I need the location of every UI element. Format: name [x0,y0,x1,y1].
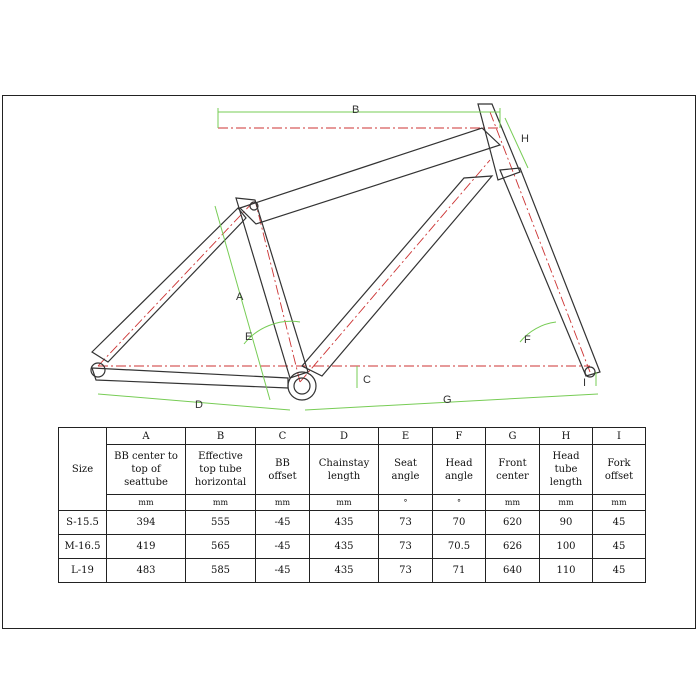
value-cell: -45 [256,559,310,583]
col-unit-g: mm [486,495,540,511]
size-cell: M-16.5 [59,535,107,559]
col-name-h-line2: tube [554,464,578,475]
size-cell: S-15.5 [59,511,107,535]
col-name-a [107,445,186,495]
col-unit-i: mm [593,495,646,511]
size-header: Size [59,428,107,511]
col-name-h [540,445,593,495]
value-cell: -45 [256,535,310,559]
seat-stay [92,208,246,362]
col-unit-f: ° [433,495,486,511]
table-row-units [59,495,646,511]
col-name-d-line2: length [327,470,361,482]
col-unit-c: mm [256,495,310,511]
label-g: G [443,394,452,406]
label-i: I [583,377,587,389]
label-c: C [363,374,371,386]
value-cell: 483 [107,559,186,583]
value-cell: 45 [593,511,646,535]
col-name-f [433,445,486,495]
col-unit-h: mm [540,495,593,511]
bottom-bracket [288,372,316,400]
dimension-e-arc [244,321,300,344]
value-cell: 640 [486,559,540,583]
fork [500,168,600,376]
dimension-d-line [98,394,290,410]
value-cell: 419 [107,535,186,559]
value-cell: 626 [486,535,540,559]
col-letter-h: H [540,428,593,445]
table-row-l [59,559,646,583]
col-name-g-line1: Front [498,457,527,469]
value-cell: -45 [256,511,310,535]
centerline-down-tube [300,160,490,382]
frame-outline [91,104,600,400]
value-cell: 100 [540,535,593,559]
label-a: A [236,291,244,303]
value-cell: 73 [379,559,433,583]
col-name-h-line1: Head [552,451,580,462]
col-name-d-line1: Chainstay [318,457,370,469]
value-cell: 90 [540,511,593,535]
col-letter-b: B [186,428,256,445]
table-row-s [59,511,646,535]
col-letter-e: E [379,428,433,445]
col-letter-c: C [256,428,310,445]
col-letter-a: A [107,428,186,445]
value-cell: 565 [186,535,256,559]
col-name-i-line1: Fork [607,457,631,469]
col-name-a-line3: seattube [124,477,168,488]
centerline-steering-axis [490,112,590,372]
dimension-a-line [215,206,270,400]
col-name-b-line1: Effective [198,451,243,462]
table-row-letters [59,428,646,445]
value-cell: 70.5 [433,535,486,559]
col-name-a-line2: top of [131,464,161,475]
col-letter-g: G [486,428,540,445]
col-name-g-line2: center [496,470,529,482]
col-name-f-line2: angle [445,470,473,482]
value-cell: 585 [186,559,256,583]
col-name-i [593,445,646,495]
value-cell: 555 [186,511,256,535]
label-f: F [524,334,531,346]
col-letter-d: D [310,428,379,445]
col-name-a-line1: BB center to [114,451,178,462]
col-name-g [486,445,540,495]
col-name-c-line2: offset [268,470,297,482]
col-letter-i: I [593,428,646,445]
value-cell: 70 [433,511,486,535]
value-cell: 435 [310,535,379,559]
col-letter-f: F [433,428,486,445]
table-row-m [59,535,646,559]
centerlines [98,112,590,382]
col-name-i-line2: offset [604,470,634,482]
col-unit-e: ° [379,495,433,511]
value-cell: 110 [540,559,593,583]
centerline-seat-stay [98,200,255,366]
label-h: H [521,133,529,145]
label-e: E [245,331,253,343]
seat-tube [236,198,308,378]
value-cell: 620 [486,511,540,535]
value-cell: 73 [379,535,433,559]
bottom-bracket-inner [294,378,310,394]
col-name-f-line1: Head [445,457,473,469]
col-name-e-line2: angle [391,470,420,482]
value-cell: 71 [433,559,486,583]
centerline-seat-tube [255,200,300,382]
table-row-names [59,445,646,495]
value-cell: 435 [310,511,379,535]
col-name-b-line3: horizontal [194,477,247,488]
label-d: D [195,399,203,411]
col-name-d [310,445,379,495]
col-name-b-line2: top tube [199,464,242,475]
geometry-table [58,427,646,583]
size-cell: L-19 [59,559,107,583]
col-name-c [256,445,310,495]
col-name-h-line3: length [549,477,583,488]
value-cell: 45 [593,559,646,583]
col-unit-a: mm [107,495,186,511]
dimension-lines [98,108,598,410]
top-tube [240,128,500,224]
chain-stay [92,368,288,388]
col-name-e-line1: Seat [394,457,417,469]
col-unit-b: mm [186,495,256,511]
value-cell: 73 [379,511,433,535]
value-cell: 394 [107,511,186,535]
label-b: B [352,104,360,116]
col-unit-d: mm [310,495,379,511]
value-cell: 435 [310,559,379,583]
value-cell: 45 [593,535,646,559]
down-tube [302,176,492,376]
col-name-e [379,445,433,495]
col-name-b [186,445,256,495]
col-name-c-line1: BB [275,457,290,469]
